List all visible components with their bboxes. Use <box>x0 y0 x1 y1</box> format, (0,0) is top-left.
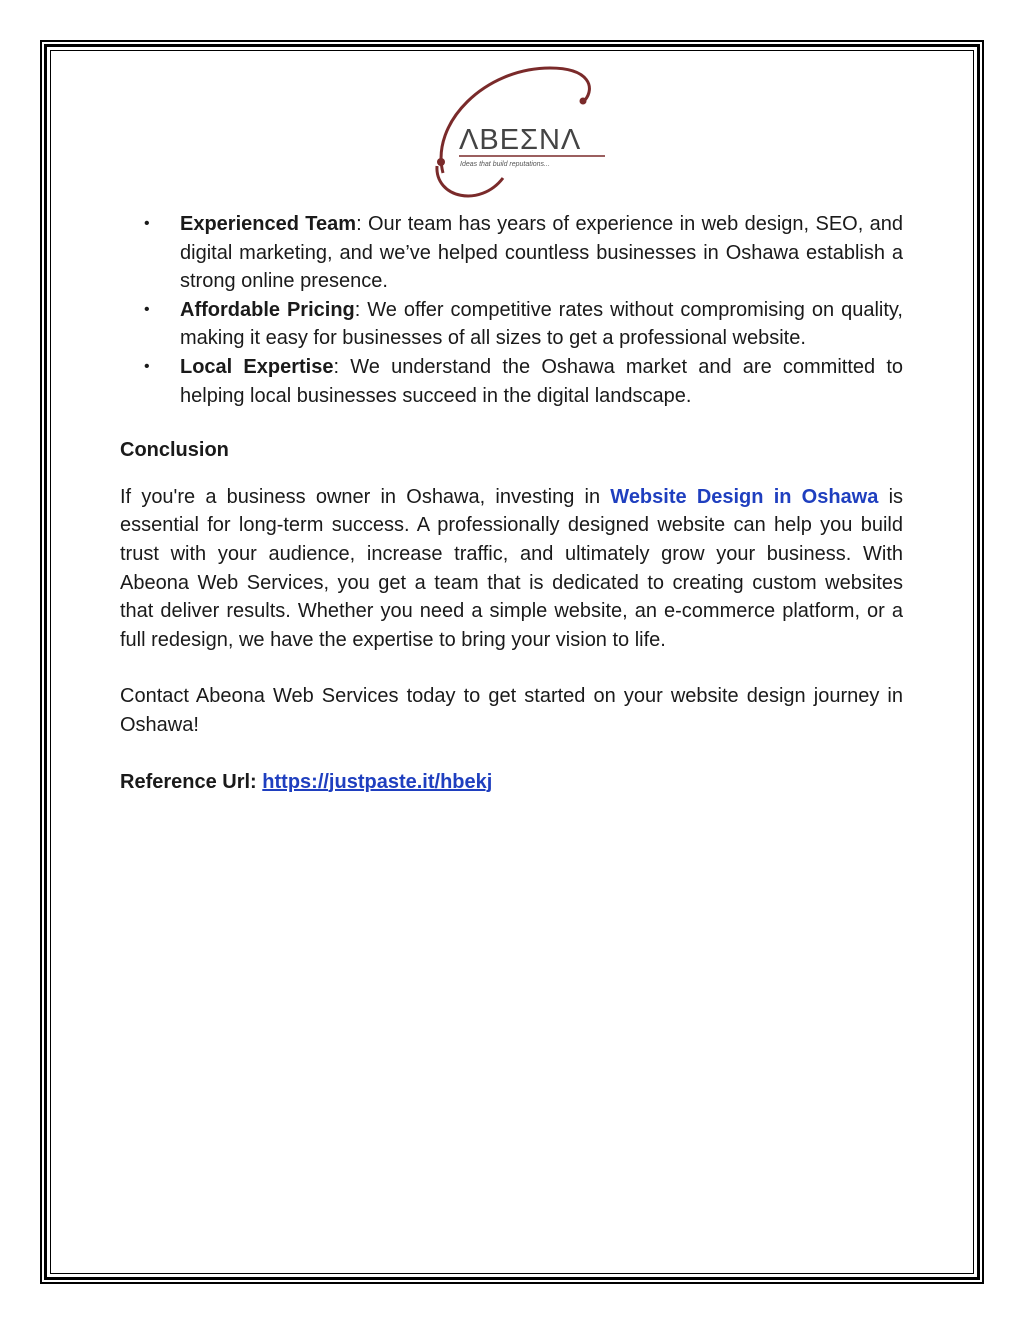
document-body <box>120 210 903 796</box>
bullet-term: Experienced Team <box>180 213 357 235</box>
bullet-icon: • <box>144 357 150 375</box>
list-item <box>120 296 903 353</box>
logo-tagline: Ideas that build reputations... <box>460 161 550 168</box>
logo-wordmark: ΛΒΕΣΝΛ <box>459 124 582 156</box>
bullet-term: Affordable Pricing <box>180 298 355 321</box>
paragraph-text: is essential for long-term success. A professionally designed website can help you build trust with your audience, increase traffic, and ultimately grow your business. With Abeona Web Services, you get a team that is dedicated to creating custom websites that deliver results. Whether you need a simple website, an e-commerce platform, or a full redesign, we have the expertise to bring your vision to life. <box>120 485 904 651</box>
contact-paragraph: Contact Abeona Web Services today to get started on your website design journey in Oshawa! <box>120 685 903 736</box>
reference-url-link[interactable]: https://justpaste.it/hbekj <box>262 770 493 793</box>
paragraph-text: If you're a business owner in Oshawa, investing in <box>120 485 611 508</box>
bullet-term: Local Expertise <box>180 355 334 378</box>
reference-line <box>120 768 903 797</box>
website-design-link[interactable]: Website Design in Oshawa <box>610 485 879 508</box>
list-item <box>120 210 903 296</box>
conclusion-paragraph <box>120 483 903 655</box>
bullet-text: : We understand the Oshawa market and are committed to helping local businesses succeed in the digital landscape. <box>180 355 904 407</box>
abeona-logo <box>425 58 605 208</box>
bullet-icon: • <box>144 215 150 232</box>
list-item <box>120 353 903 410</box>
conclusion-heading: Conclusion <box>120 439 229 462</box>
bullet-text: : Our team has years of experience in web design, SEO, and digital marketing, and we’ve helped countless businesses in Oshawa establish a strong online presence. <box>180 213 903 293</box>
reference-label: Reference Url: <box>120 770 263 793</box>
bullet-icon: • <box>144 300 150 318</box>
bullet-text: : We offer competitive rates without compromising on quality, making it easy for businesses of all sizes to get a professional website. <box>180 298 903 350</box>
features-list <box>120 210 903 410</box>
